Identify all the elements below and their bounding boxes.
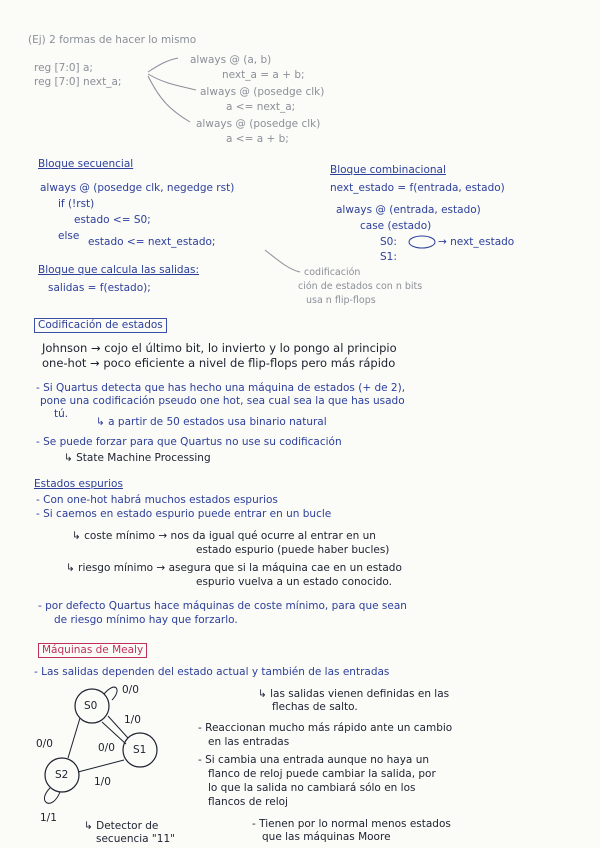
bracket-line [148,74,196,90]
connector-line [265,250,300,272]
option-line: always @ (posedge clk) [196,118,321,130]
note-line: pone una codificación pseudo one hot, sea cual sea la que has usado [40,395,405,407]
option-line: always @ (a, b) [190,54,272,66]
transition-label: 1/0 [94,776,111,788]
section-title: Máquinas de Mealy [38,643,147,658]
detector-note: ↳ Detector de [84,820,159,832]
option-line: next_a = a + b; [222,69,305,81]
note-line: - Tienen por lo normal menos estados [252,818,451,830]
note-line: - Si cambia una entrada aunque no haya un [198,754,429,766]
note-line: Johnson → cojo el último bit, lo invierto y lo pongo al principio [42,341,397,355]
code-line: else [58,230,80,242]
note-line: flanco de reloj puede cambiar la salida, por [208,768,436,780]
detector-note: secuencia "11" [96,833,175,845]
section-title: Bloque secuencial [38,158,134,170]
code-line: always @ (entrada, estado) [336,204,481,216]
note-line: ↳ coste mínimo → nos da igual qué ocurre al entrar en un [72,530,376,542]
note-line: - Se puede forzar para que Quartus no use su codificación [36,436,342,448]
state-label: S1 [133,744,147,756]
state-label: S0 [84,700,98,712]
transition-label: 0/0 [122,684,139,696]
note-line: flancos de reloj [208,796,288,808]
side-note: usa n flip-flops [306,295,376,306]
transition-arrow [102,722,126,744]
oval-icon [409,236,435,248]
self-loop-arrow [44,788,60,803]
section-title: Codificación de estados [34,318,167,333]
transition-label: 0/0 [98,742,115,754]
note-line: one-hot → poco eficiente a nivel de flip-flops pero más rápido [42,356,396,370]
note-line: - por defecto Quartus hace máquinas de coste mínimo, para que sean [38,600,407,612]
note-line: que las máquinas Moore [262,831,391,843]
code-line: if (!rst) [58,198,95,210]
note-line: - Con one-hot habrá muchos estados espurios [36,494,278,506]
section-title: Estados espurios [34,478,123,490]
side-note: codificación [304,267,361,278]
state-label: S2 [55,769,69,781]
transition-arrow [68,718,80,758]
side-note: ción de estados con n bits [298,281,423,292]
code-line: S1: [380,251,397,263]
note-line: ↳ las salidas vienen definidas en las [258,688,450,700]
note-line: flechas de salto. [272,701,358,713]
code-line: S0: [380,236,397,248]
code-line: estado <= S0; [74,214,151,226]
reg-line: reg [7:0] a; [34,62,93,74]
transition-label: 1/1 [40,812,57,824]
note-line: lo que la salida no cambiará sólo en los [208,782,416,794]
note-line: de riesgo mínimo hay que forzarlo. [54,614,238,626]
section-title: Bloque combinacional [330,164,446,176]
note-line: - Reaccionan mucho más rápido ante un cambio [198,722,453,734]
code-line: estado <= next_estado; [88,236,216,248]
code-line: salidas = f(estado); [48,282,151,294]
note-line: estado espurio (puede haber bucles) [196,544,390,556]
note-line: ↳ a partir de 50 estados usa binario natural [96,416,327,428]
note-line: espurio vuelva a un estado conocido. [196,576,393,588]
code-line: → next_estado [438,236,515,248]
page-title: (Ej) 2 formas de hacer lo mismo [28,34,197,46]
transition-arrow [78,760,124,772]
self-loop-arrow [104,687,117,700]
note-line: ↳ State Machine Processing [64,452,211,464]
note-line: - Si Quartus detecta que has hecho una máquina de estados (+ de 2), [36,382,406,394]
reg-line: reg [7:0] next_a; [34,76,122,88]
note-line: ↳ riesgo mínimo → asegura que si la máquina cae en un estado [66,562,402,574]
code-line: case (estado) [360,220,432,232]
note-line: tú. [54,408,69,420]
option-line: always @ (posedge clk) [200,86,325,98]
transition-label: 0/0 [36,738,53,750]
section-title: Bloque que calcula las salidas: [38,264,200,276]
code-line: next_estado = f(entrada, estado) [330,182,505,194]
bracket-line [148,58,178,72]
option-line: a <= a + b; [226,133,289,145]
code-line: always @ (posedge clk, negedge rst) [40,182,235,194]
note-line: - Las salidas dependen del estado actual y también de las entradas [34,666,390,678]
option-line: a <= next_a; [226,101,296,113]
transition-label: 1/0 [124,714,141,726]
note-line: - Si caemos en estado espurio puede entrar en un bucle [36,508,332,520]
note-line: en las entradas [208,736,290,748]
